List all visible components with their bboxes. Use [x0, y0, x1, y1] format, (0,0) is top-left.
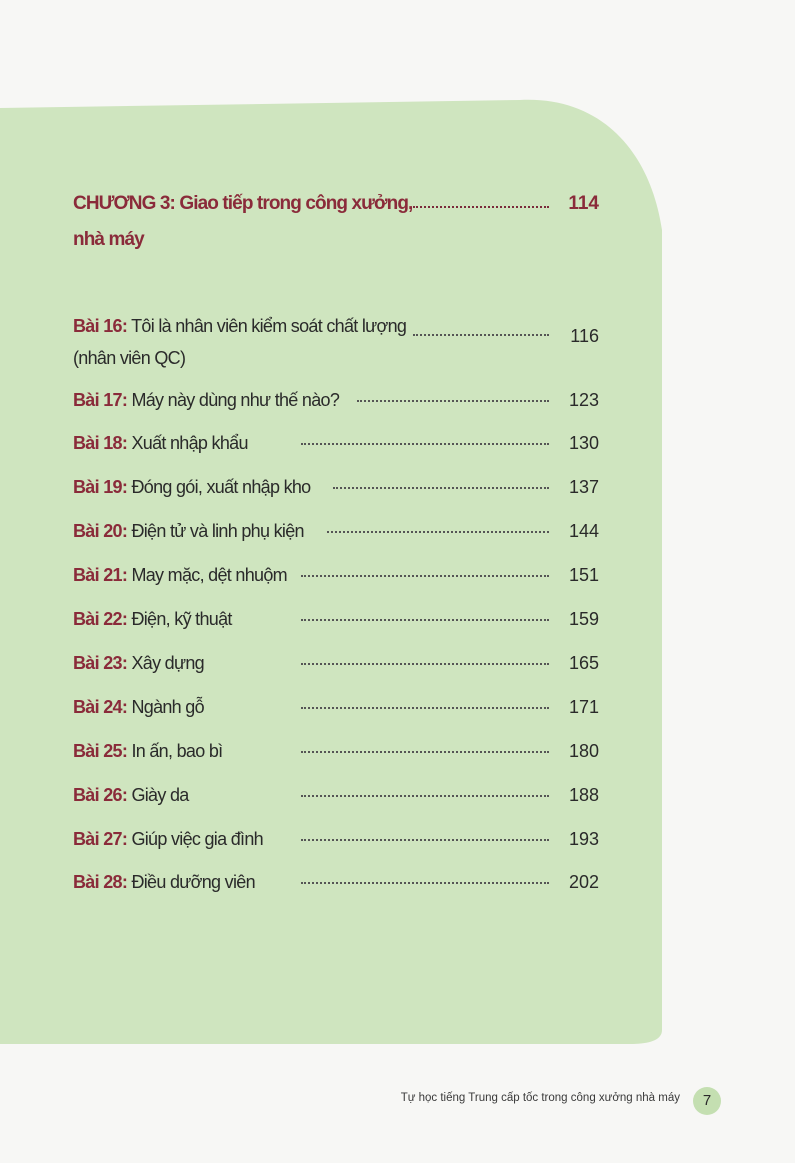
dot-leader	[301, 663, 549, 665]
dot-leader	[301, 751, 549, 753]
chapter-title-line2: nhà máy	[73, 229, 144, 250]
lesson-title: Đóng gói, xuất nhập kho	[131, 477, 311, 497]
lesson-page-number: 137	[568, 477, 599, 497]
lesson-page-number: 123	[568, 390, 599, 410]
lesson-page-number: 144	[568, 521, 599, 541]
lesson-title: Tôi là nhân viên kiểm soát chất lượng	[131, 316, 407, 336]
toc-entry-lesson-23[interactable]	[73, 649, 603, 679]
toc-entry-lesson-20[interactable]	[73, 517, 603, 547]
toc-entry-lesson-24[interactable]	[73, 693, 603, 723]
lesson-number: Bài 18:	[73, 433, 128, 453]
lesson-page-number: 180	[568, 741, 599, 761]
lesson-title: Xây dựng	[131, 653, 204, 673]
dot-leader	[301, 443, 549, 445]
lesson-number: Bài 19:	[73, 477, 128, 497]
lesson-title: Máy này dùng như thế nào?	[131, 390, 340, 410]
lesson-number: Bài 16:	[73, 316, 128, 336]
chapter-heading	[73, 188, 603, 258]
toc-entry-lesson-16[interactable]	[73, 312, 603, 372]
lesson-page-number: 116	[570, 326, 599, 346]
lesson-number: Bài 23:	[73, 653, 128, 673]
chapter-page-number: 114	[568, 193, 599, 214]
chapter-dot-leader	[413, 206, 549, 208]
footer-book-title: Tự học tiếng Trung cấp tốc trong công xưởng nhà máy	[400, 1092, 680, 1104]
lesson-title: In ấn, bao bì	[131, 741, 223, 761]
dot-leader	[301, 707, 549, 709]
lesson-title: Điện, kỹ thuật	[131, 609, 232, 629]
lesson-page-number: 165	[568, 653, 599, 673]
lesson-title: Điện tử và linh phụ kiện	[131, 521, 304, 541]
lesson-page-number: 159	[568, 609, 599, 629]
toc-entry-lesson-18[interactable]	[73, 429, 603, 459]
dot-leader	[333, 487, 549, 489]
dot-leader	[301, 619, 549, 621]
toc-entry-lesson-28[interactable]	[73, 868, 603, 898]
lesson-title-line2: (nhân viên QC)	[73, 348, 186, 368]
lesson-title: Giúp việc gia đình	[131, 829, 263, 849]
dot-leader	[327, 531, 549, 533]
toc-entry-lesson-25[interactable]	[73, 737, 603, 767]
lesson-title: Xuất nhập khẩu	[131, 433, 248, 453]
dot-leader	[301, 575, 549, 577]
lesson-number: Bài 27:	[73, 829, 128, 849]
lesson-number: Bài 25:	[73, 741, 128, 761]
chapter-title-line1: CHƯƠNG 3: Giao tiếp trong công xưởng,	[73, 193, 413, 214]
toc-entry-lesson-17[interactable]	[73, 386, 603, 416]
toc-entry-lesson-19[interactable]	[73, 473, 603, 503]
toc-entry-lesson-21[interactable]	[73, 561, 603, 591]
dot-leader	[301, 882, 549, 884]
lesson-number: Bài 20:	[73, 521, 128, 541]
lesson-number: Bài 26:	[73, 785, 128, 805]
lesson-page-number: 130	[568, 433, 599, 453]
dot-leader	[413, 334, 549, 336]
lesson-page-number: 193	[568, 829, 599, 849]
lesson-page-number: 188	[568, 785, 599, 805]
lesson-title: Giày da	[131, 785, 189, 805]
lesson-number: Bài 24:	[73, 697, 128, 717]
dot-leader	[357, 400, 549, 402]
lesson-number: Bài 21:	[73, 565, 128, 585]
lesson-page-number: 151	[568, 565, 599, 585]
lesson-title: Ngành gỗ	[131, 697, 204, 717]
page-number-badge: 7	[693, 1087, 721, 1115]
lesson-number: Bài 17:	[73, 390, 128, 410]
lesson-page-number: 202	[568, 872, 599, 892]
toc-entry-lesson-27[interactable]	[73, 825, 603, 855]
lesson-number: Bài 22:	[73, 609, 128, 629]
toc-entry-lesson-22[interactable]	[73, 605, 603, 635]
lesson-number: Bài 28:	[73, 872, 128, 892]
dot-leader	[301, 795, 549, 797]
toc-entry-lesson-26[interactable]	[73, 781, 603, 811]
lesson-page-number: 171	[568, 697, 599, 717]
dot-leader	[301, 839, 549, 841]
lesson-title: Điều dưỡng viên	[131, 872, 255, 892]
lesson-title: May mặc, dệt nhuộm	[131, 565, 287, 585]
